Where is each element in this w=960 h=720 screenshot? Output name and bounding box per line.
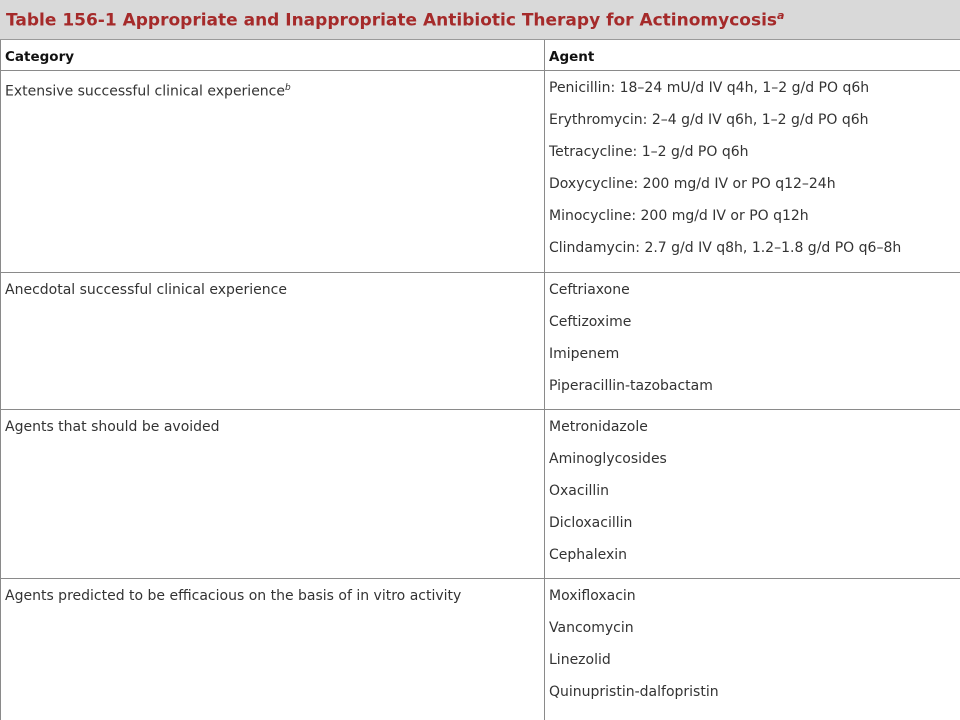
agent-item: Cephalexin (549, 547, 628, 563)
category-cell: Anecdotal successful clinical experience (5, 282, 287, 298)
antibiotic-table (0, 40, 960, 720)
agent-item: Minocycline: 200 mg/d IV or PO q12h (549, 208, 809, 224)
category-cell: Agents predicted to be efficacious on the basis of in vitro activity (5, 588, 462, 604)
category-footnote-marker: b (285, 83, 291, 93)
agent-item: Linezolid (549, 652, 611, 668)
table-title-bar (0, 0, 960, 40)
agent-item: Penicillin: 18–24 mU/d IV q4h, 1–2 g/d PO q6h (549, 80, 870, 96)
agent-item: Quinupristin-dalfopristin (549, 684, 719, 700)
agent-item: Clindamycin: 2.7 g/d IV q8h, 1.2–1.8 g/d PO q6–8h (549, 240, 902, 256)
agent-item: Piperacillin-tazobactam (549, 378, 713, 394)
agent-item: Vancomycin (549, 620, 634, 636)
table-row (1, 579, 960, 720)
agent-item: Moxifloxacin (549, 588, 636, 604)
table-row (1, 71, 960, 273)
table-title (6, 9, 784, 31)
table-row (1, 273, 960, 410)
agent-item: Metronidazole (549, 419, 648, 435)
agent-item: Tetracycline: 1–2 g/d PO q6h (549, 144, 749, 160)
header-agent: Agent (549, 49, 595, 65)
agent-item: Imipenem (549, 346, 620, 362)
agent-item: Doxycycline: 200 mg/d IV or PO q12–24h (549, 176, 836, 192)
agent-item: Dicloxacillin (549, 515, 633, 531)
agent-item: Erythromycin: 2–4 g/d IV q6h, 1–2 g/d PO q6h (549, 112, 869, 128)
table-title-text: Table 156-1 Appropriate and Inappropriate Antibiotic Therapy for Actinomycosis (6, 10, 778, 31)
agent-item: Ceftriaxone (549, 282, 630, 298)
agent-item: Aminoglycosides (549, 451, 667, 467)
table-row (1, 410, 960, 579)
agent-item: Oxacillin (549, 483, 610, 499)
category-cell (5, 80, 541, 100)
category-cell: Agents that should be avoided (5, 419, 220, 435)
agent-item: Ceftizoxime (549, 314, 632, 330)
category-text: Extensive successful clinical experience (5, 83, 285, 100)
header-category: Category (5, 49, 75, 65)
table-header-row (1, 40, 960, 71)
title-footnote-marker: a (777, 8, 785, 22)
